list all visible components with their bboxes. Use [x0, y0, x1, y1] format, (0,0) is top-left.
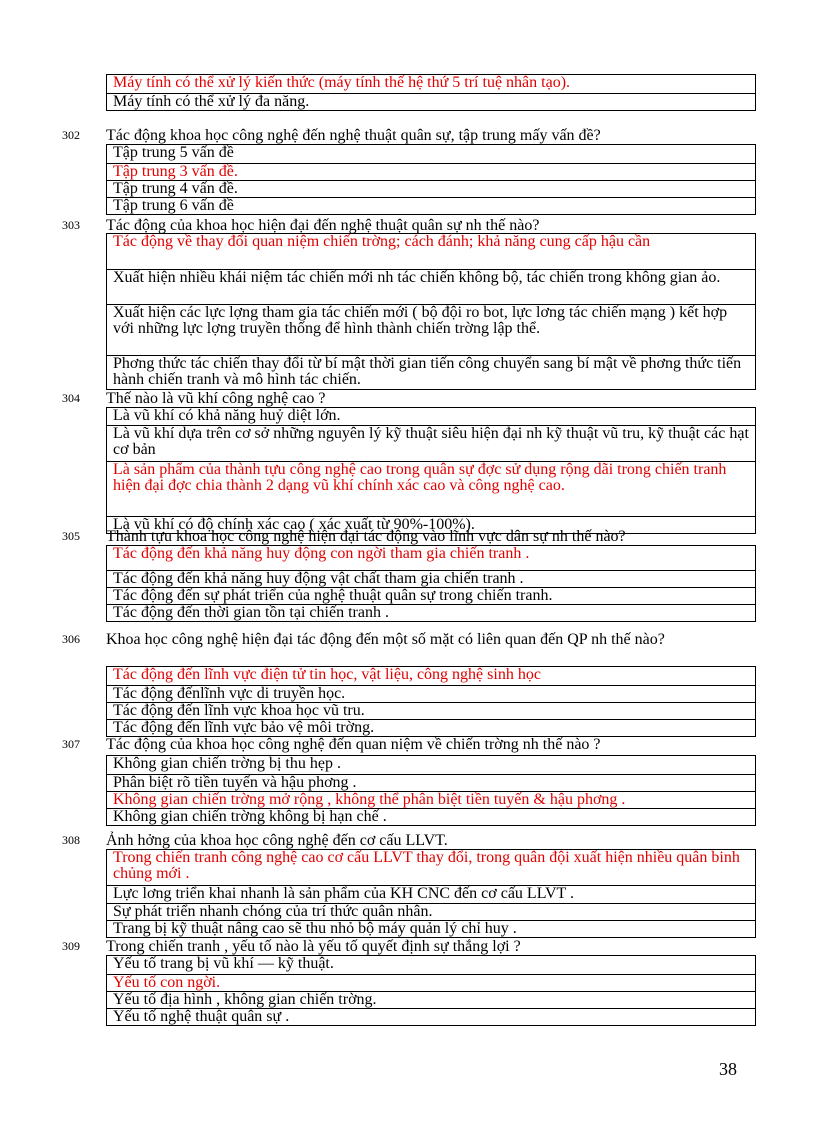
question-number: 308	[62, 833, 80, 847]
question-number: 306	[62, 632, 80, 646]
q7-answer-3: Yếu tố địa hình , không gian chiến trờng.	[107, 991, 755, 1008]
q0-answer-1: Tập trung 5 vấn đề	[113, 145, 234, 161]
question-text: Ảnh hởng của khoa học công nghệ đến cơ cấu LLVT.	[106, 832, 448, 849]
question-number: 307	[62, 737, 80, 751]
q0-answer-3: Tập trung 4 vấn đề.	[107, 180, 755, 197]
q0-answer-2: Tập trung 3 vấn đề.	[107, 163, 755, 180]
question-text: Thành tựu khoa học công nghệ hiện đại tác động vào lĩnh vực dân sự nh thế nào?	[106, 528, 626, 545]
q0-answer-table	[106, 144, 756, 215]
question-number: 309	[62, 939, 80, 953]
q3-answer-2: Tác động đến khả năng huy động vật chất tham gia chiến tranh .	[107, 570, 755, 587]
q2-answer-2: Là vũ khí dựa trên cơ sở những nguyên lý kỹ thuật siêu hiện đại nh kỹ thuật vũ tru, kỹ thuật các hạt cơ bản	[107, 425, 755, 461]
q5-answer-table	[106, 755, 756, 826]
q7-answer-table	[106, 955, 756, 1026]
q7-answer-4: Yếu tố nghệ thuật quân sự .	[107, 1008, 755, 1025]
q1-answer-1: Tác động về thay đổi quan niệm chiến trờng; cách đánh; khả năng cung cấp hậu cần	[113, 234, 651, 250]
q6-answer-1: Trong chiến tranh công nghệ cao cơ cấu LLVT thay đổi, trong quân đội xuất hiện nhiều quân binh chủng mới .	[113, 850, 740, 882]
q2-answer-4: Là vũ khí có độ chính xác cao ( xác xuất từ 90%-100%).	[107, 516, 755, 533]
q0-answer-4: Tập trung 6 vấn đề	[107, 197, 755, 214]
question-text: Trong chiến tranh , yếu tố nào là yếu tố quyết định sự thắng lợi ?	[106, 938, 521, 955]
q5-answer-4: Không gian chiến trờng không bị hạn chế .	[107, 808, 755, 825]
q5-answer-2: Phân biệt rõ tiền tuyến và hậu phơng .	[107, 774, 755, 791]
question-number: 305	[62, 529, 80, 543]
q2-answer-1: Là vũ khí có khả năng huỷ diệt lớn.	[113, 408, 341, 424]
question-text: Tác động của khoa học hiện đại đến nghệ thuật quân sự nh thế nào?	[106, 217, 540, 234]
q4-answer-3: Tác động đến lĩnh vực khoa học vũ tru.	[107, 702, 755, 719]
q2-answer-3: Là sản phẩm của thành tựu công nghệ cao trong quân sự đợc sử dụng rộng dãi trong chiến tranh hiện đại đợc chia thành 2 dạng vũ khí chính xác cao và công nghệ cao.	[107, 461, 755, 516]
question-number: 303	[62, 218, 80, 232]
top-answer-2: Máy tính có thể xử lý đa năng.	[107, 93, 755, 110]
q4-answer-2: Tác động đếnlĩnh vực di truyền học.	[107, 685, 755, 702]
top-answer-1: Máy tính có thể xử lý kiến thức (máy tính thế hệ thứ 5 trí tuệ nhân tạo).	[113, 75, 571, 91]
q5-answer-1: Không gian chiến trờng bị thu hẹp .	[113, 756, 341, 772]
q7-answer-2: Yếu tố con ngời.	[107, 974, 755, 991]
q4-answer-table	[106, 666, 756, 737]
question-text: Khoa học công nghệ hiện đại tác động đến một số mặt có liên quan đến QP nh thế nào?	[106, 631, 665, 648]
q3-answer-table	[106, 545, 756, 622]
question-number: 304	[62, 391, 80, 405]
q4-answer-4: Tác động đến lĩnh vực bảo vệ môi trờng.	[107, 719, 755, 736]
q6-answer-table	[106, 849, 756, 938]
q3-answer-3: Tác động đến sự phát triển của nghệ thuật quân sự trong chiến tranh.	[107, 587, 755, 604]
page-number: 38	[719, 1059, 737, 1079]
q4-answer-1: Tác động đến lĩnh vực điện tử tin học, vật liệu, công nghệ sinh học	[113, 667, 541, 683]
q6-answer-2: Lực lơng triển khai nhanh là sản phẩm của KH CNC đến cơ cấu LLVT .	[107, 885, 755, 903]
q5-answer-3: Không gian chiến trờng mở rộng , không thể phân biệt tiền tuyến & hậu phơng .	[107, 791, 755, 808]
question-text: Thế nào là vũ khí công nghệ cao ?	[106, 390, 326, 407]
q3-answer-4: Tác động đến thời gian tồn tại chiến tranh .	[107, 604, 755, 621]
question-text: Tác động của khoa học công nghệ đến quan niệm về chiến trờng nh thế nào ?	[106, 736, 601, 753]
q1-answer-4: Phơng thức tác chiến thay đổi từ bí mật thời gian tiến công chuyển sang bí mật về phơng thức tiến hành chiến tranh và mô hình tác chiến.	[107, 355, 755, 389]
q1-answer-3: Xuất hiện các lực lợng tham gia tác chiến mới ( bộ đội ro bot, lực lơng tác chiến mạng ) kết hợp với những lực lợng truyền thống để hình thành chiến trờng lập thể.	[107, 304, 755, 355]
q3-answer-1: Tác động đến khả năng huy động con ngời tham gia chiến tranh .	[113, 546, 530, 562]
q1-answer-table	[106, 233, 756, 390]
top-answer-table	[106, 74, 756, 111]
q6-answer-4: Trang bị kỹ thuật nâng cao sẽ thu nhỏ bộ máy quản lý chỉ huy .	[107, 920, 755, 937]
q7-answer-1: Yếu tố trang bị vũ khí — kỹ thuật.	[113, 956, 334, 972]
q6-answer-3: Sự phát triển nhanh chóng của trí thức quân nhân.	[107, 903, 755, 920]
q1-answer-2: Xuất hiện nhiều khái niệm tác chiến mới nh tác chiến không bộ, tác chiến trong không gian ảo.	[107, 269, 755, 304]
question-text: Tác động khoa học công nghệ đến nghệ thuật quân sự, tập trung mấy vấn đề?	[106, 127, 601, 144]
question-number: 302	[62, 128, 80, 142]
q2-answer-table	[106, 407, 756, 534]
